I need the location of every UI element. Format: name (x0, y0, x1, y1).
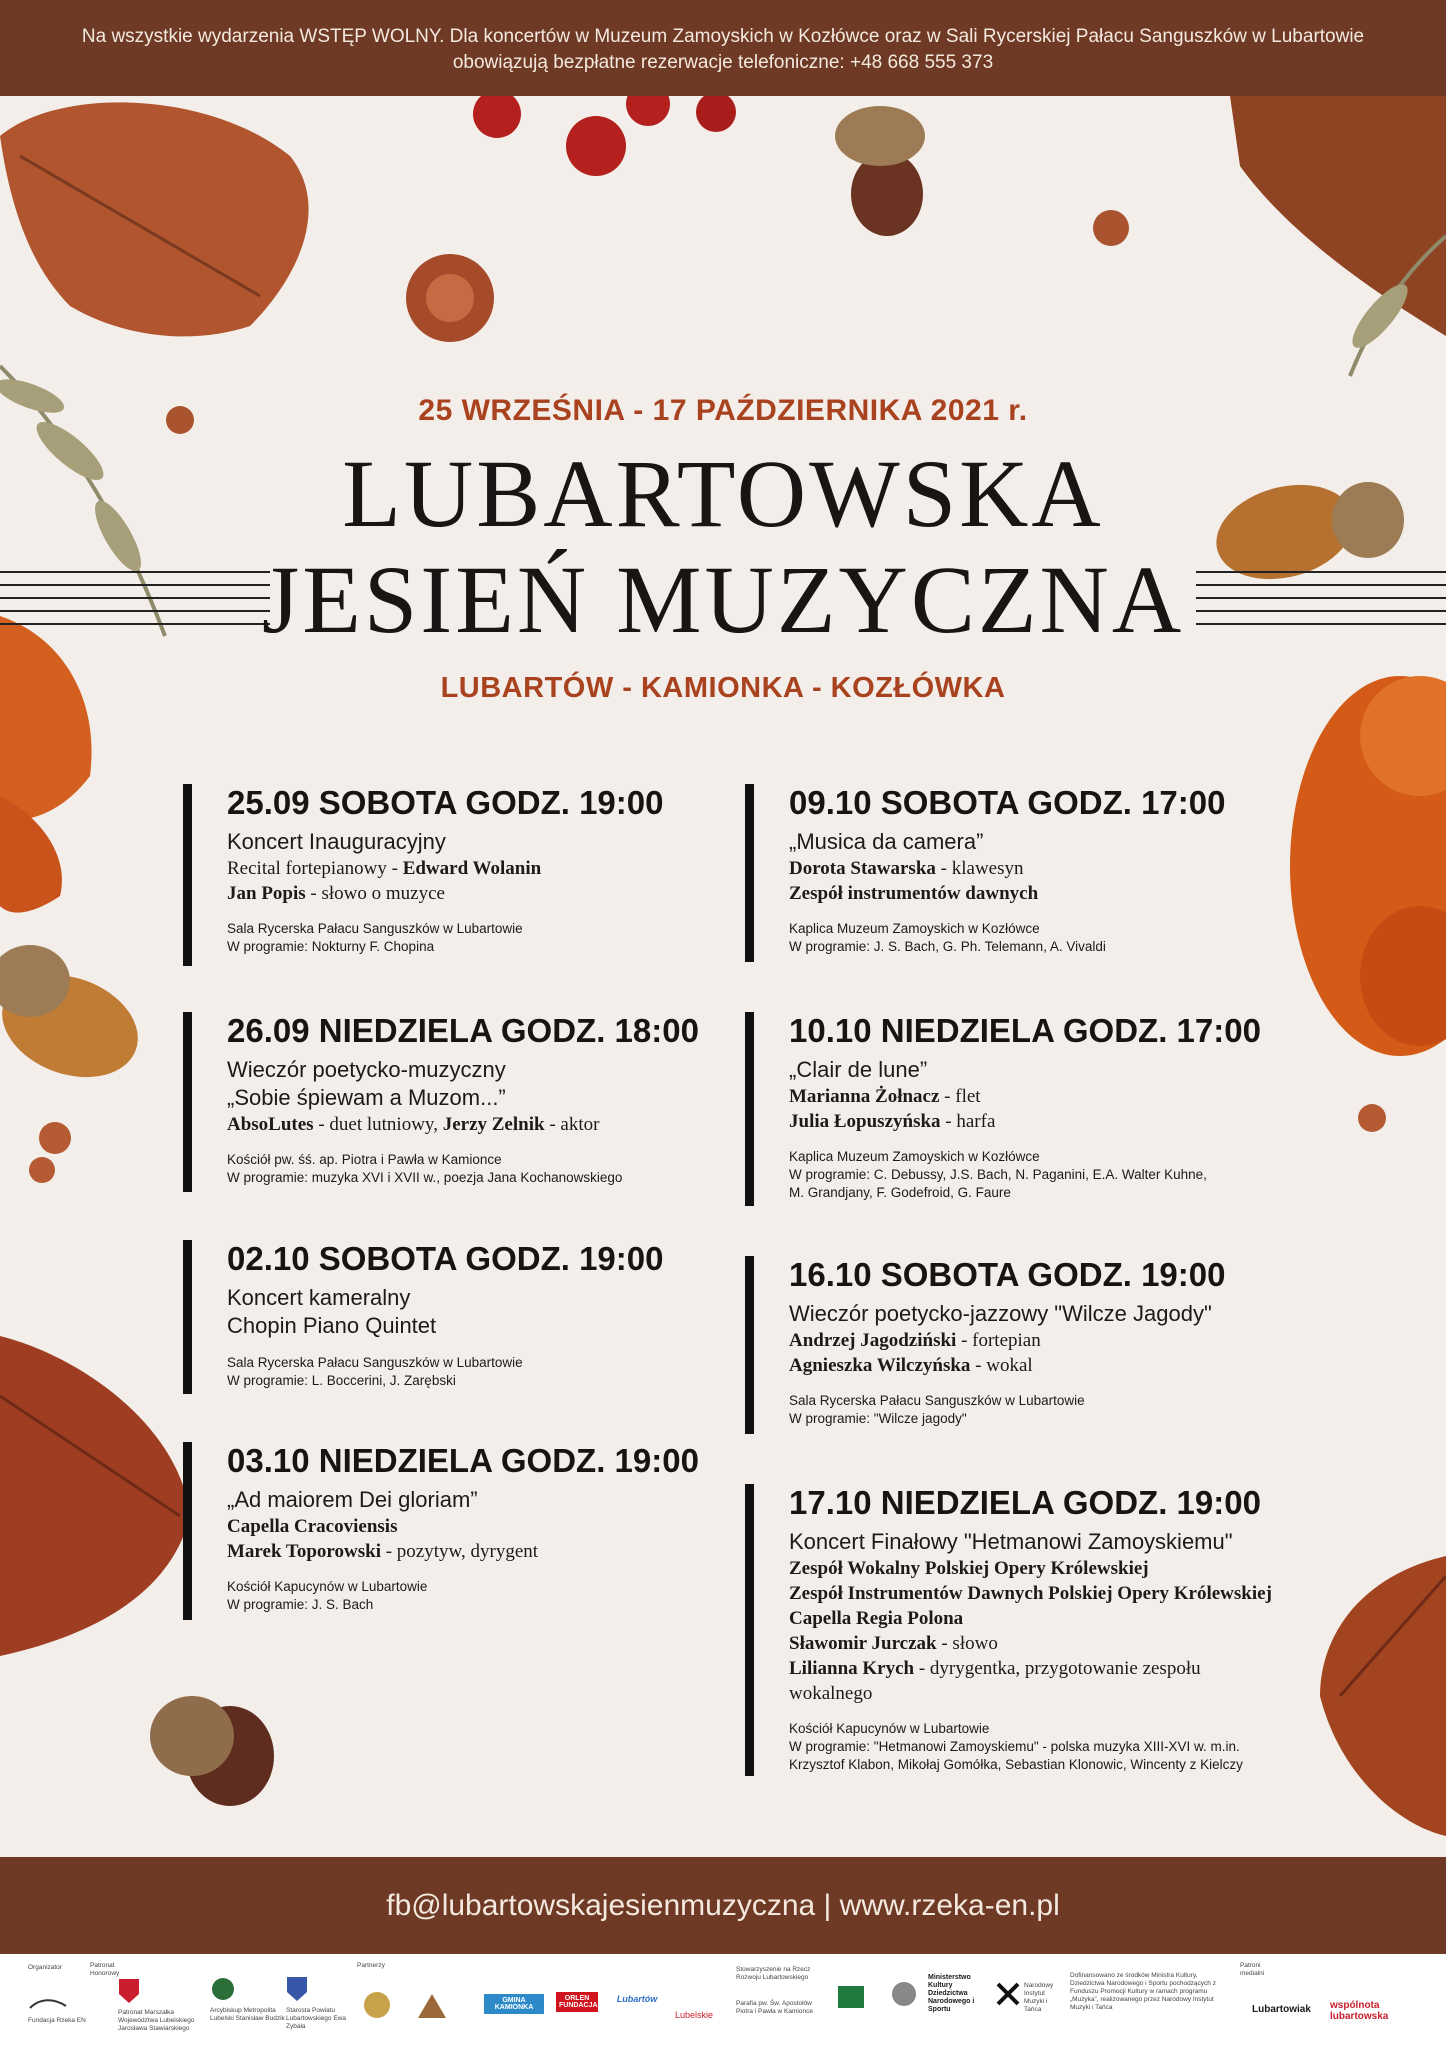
info-banner-line-2: obowiązują bezpłatne rezerwacje telefoniczne: +48 668 555 373 (452, 52, 994, 73)
event-venue: Sala Rycerska Pałacu Sanguszków w Lubartowie W programie: L. Boccerini, J. Zarębski (227, 1355, 523, 1388)
event-date: 10.10 NIEDZIELA GODZ. 17:00 (789, 1012, 1261, 1049)
event-venue: Kaplica Muzeum Zamoyskich w Kozłówce W programie: C. Debussy, J.S. Bach, N. Paganini, E.A. Walter Kuhne, M. Grandjany, F. Godefroid, G. Faure (789, 1149, 1207, 1200)
festival-title-line-2: JESIEŃ MUZYCZNA (261, 546, 1185, 653)
event-performer-line: Recital fortepianowy - Edward Wolanin (227, 858, 542, 879)
partner-emblem-3 (836, 1984, 868, 2014)
media-caption: Patroni medialni (1240, 1962, 1265, 1977)
event-title: Koncert Inauguracyjny (227, 829, 446, 854)
event-title: Wieczór poetycko-muzyczny (227, 1057, 506, 1082)
logo-wspolnota-lubartowska: wspólnota lubartowska (1330, 2000, 1389, 2022)
logo-gmina-kamionka: GMINA KAMIONKA (484, 1994, 544, 2014)
logo-lubelskie: Lubelskie (674, 2010, 714, 2020)
event-venue: Sala Rycerska Pałacu Sanguszków w Lubartowie W programie: Nokturny F. Chopina (227, 921, 523, 954)
event-title: „Ad maiorem Dei gloriam” (227, 1487, 478, 1512)
logo-parafia: Parafia pw. Św. Apostołów Piotra i Pawła w Kamionce (736, 2000, 813, 2015)
event-subtitle: Chopin Piano Quintet (227, 1313, 437, 1338)
event-title: Wieczór poetycko-jazzowy "Wilcze Jagody" (789, 1301, 1212, 1326)
partners-caption: Partnerzy (357, 1962, 385, 1969)
logo-ministerstwo: Ministerstwo Kultury Dziedzictwa Narodowego i Sportu (928, 1974, 975, 2013)
event-performer-line: Dorota Stawarska - klawesyn (789, 858, 1024, 879)
event-performer-line: Zespół Instrumentów Dawnych Polskiej Opery Królewskiej (789, 1583, 1272, 1604)
logo-orlen-fundacja: ORLEN FUNDACJA (556, 1992, 598, 2012)
event-title: „Musica da camera” (789, 829, 984, 854)
logo-lubartow: Lubartów (616, 1994, 658, 2004)
festival-dates: 25 WRZEŚNIA - 17 PAŹDZIERNIKA 2021 r. (418, 394, 1028, 427)
contact-bar (0, 1857, 1446, 1954)
event-performer-line: AbsoLutes - duet lutniowy, Jerzy Zelnik - aktor (227, 1114, 600, 1135)
logo-nimit: Narodowy Instytut Muzyki i Tańca (996, 1982, 1056, 2014)
logo-fundacja-rzeka-en: Fundacja Rzeka EN (28, 1996, 98, 2025)
info-banner (0, 0, 1446, 96)
event-date: 25.09 SOBOTA GODZ. 19:00 (227, 784, 664, 821)
event-card (183, 1012, 743, 1192)
organizer-caption: Organizator (28, 1964, 62, 1971)
event-performer-line: Capella Cracoviensis (227, 1516, 398, 1537)
logo-marszalek: Patronat Marszałka Województwa Lubelskiego Jarosława Stawiarskiego (118, 1978, 208, 2033)
logo-lubartowiak: Lubartowiak (1252, 2004, 1311, 2015)
event-title: Koncert kameralny (227, 1285, 411, 1310)
event-card (183, 1442, 743, 1620)
event-card (183, 1240, 743, 1394)
event-performer-line: Julia Łopuszyńska - harfa (789, 1111, 996, 1132)
sponsor-logos-strip (0, 1954, 1446, 2048)
event-card (745, 1484, 1365, 1776)
logo-stowarzyszenie: Stowarzyszenie na Rzecz Rozwoju Lubartowskiego (736, 1966, 811, 1981)
honorary-caption: Patronat Honorowy (90, 1962, 120, 1977)
festival-title-line-1: LUBARTOWSKA (342, 440, 1104, 547)
event-performer-line: Agnieszka Wilczyńska - wokal (789, 1355, 1033, 1376)
event-performer-line: Sławomir Jurczak - słowo (789, 1633, 998, 1654)
event-performer-line: Capella Regia Polona (789, 1608, 964, 1629)
event-performer-line: Andrzej Jagodziński - fortepian (789, 1330, 1041, 1351)
partner-emblem-1 (360, 1990, 396, 2020)
event-date: 09.10 SOBOTA GODZ. 17:00 (789, 784, 1226, 821)
polish-eagle-icon (890, 1980, 920, 2010)
event-date: 26.09 NIEDZIELA GODZ. 18:00 (227, 1012, 699, 1049)
festival-towns: LUBARTÓW - KAMIONKA - KOZŁÓWKA (440, 672, 1006, 704)
logo-arcybiskup: Arcybiskup Metropolita Lubelski Stanisław Budzik (210, 1976, 285, 2023)
event-venue: Kościół Kapucynów w Lubartowie W programie: J. S. Bach (227, 1579, 428, 1612)
event-card (745, 1256, 1345, 1434)
event-date: 03.10 NIEDZIELA GODZ. 19:00 (227, 1442, 699, 1479)
info-banner-line-1: Na wszystkie wydarzenia WSTĘP WOLNY. Dla koncertów w Muzeum Zamoyskich w Kozłówce oraz w Sali Rycerskiej Pałacu Sanguszków w Lubartowie (81, 26, 1365, 47)
event-date: 17.10 NIEDZIELA GODZ. 19:00 (789, 1484, 1261, 1521)
event-performer-line: Jan Popis - słowo o muzyce (227, 883, 445, 904)
event-date: 16.10 SOBOTA GODZ. 19:00 (789, 1256, 1226, 1293)
event-title: „Clair de lune” (789, 1057, 928, 1082)
event-card (745, 1012, 1345, 1206)
event-card (183, 784, 743, 966)
event-title: Koncert Finałowy "Hetmanowi Zamoyskiemu" (789, 1529, 1233, 1554)
event-venue: Kaplica Muzeum Zamoyskich w Kozłówce W programie: J. S. Bach, G. Ph. Telemann, A. Vivaldi (789, 921, 1106, 954)
event-subtitle: „Sobie śpiewam a Muzom...” (227, 1085, 506, 1110)
event-performer-line: Marek Toporowski - pozytyw, dyrygent (227, 1541, 539, 1562)
funding-note: Dofinansowano ze środków Ministra Kultury, Dziedzictwa Narodowego i Sportu pochodzących z Funduszu Promocji Kultury w ramach programu „Muzyka”, realizowanego przez Narodowy Instytut Muzyki i Tańca (1070, 1972, 1216, 2011)
partner-emblem-2 (415, 1990, 451, 2020)
event-venue: Kościół pw. śś. ap. Piotra i Pawła w Kamionce W programie: muzyka XVI i XVII w., poezja Jana Kochanowskiego (227, 1152, 623, 1185)
event-date: 02.10 SOBOTA GODZ. 19:00 (227, 1240, 664, 1277)
event-card (745, 784, 1345, 962)
event-venue: Sala Rycerska Pałacu Sanguszków w Lubartowie W programie: "Wilcze jagody" (789, 1393, 1085, 1426)
event-performer-line: Lilianna Krych - dyrygentka, przygotowanie zespołu (789, 1658, 1201, 1679)
event-performer-line: Zespół Wokalny Polskiej Opery Królewskiej (789, 1558, 1149, 1579)
event-performer-line: wokalnego (789, 1683, 873, 1704)
event-performer-line: Marianna Żołnacz - flet (789, 1086, 981, 1107)
logo-starosta: Starosta Powiatu Lubartowskiego Ewa Zybała (286, 1976, 356, 2031)
event-performer-line: Zespół instrumentów dawnych (789, 883, 1039, 904)
contact-links[interactable]: fb@lubartowskajesienmuzyczna | www.rzeka-en.pl (386, 1889, 1060, 1922)
event-venue: Kościół Kapucynów w Lubartowie W programie: "Hetmanowi Zamoyskiemu" - polska muzyka XIII-XVI w. m.in. Krzysztof Klabon, Mikołaj Gomółka, Sebastian Klonowic, Wincenty z Kielczy (789, 1721, 1243, 1772)
